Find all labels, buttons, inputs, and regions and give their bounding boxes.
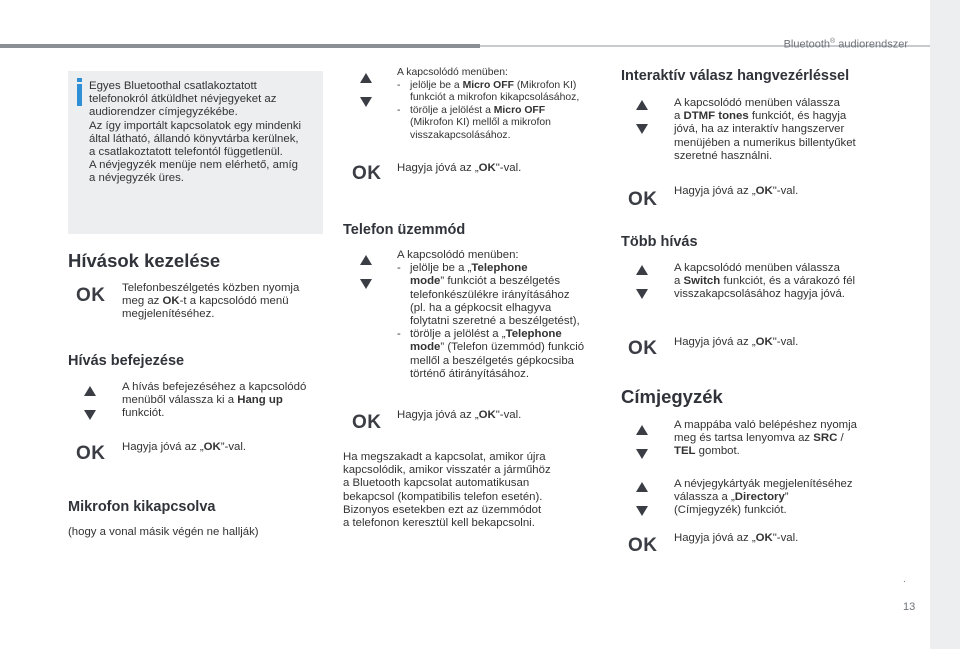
phone-mode-confirm: Hagyja jóvá az „OK"-val. [397, 409, 522, 421]
end-call-instruction: A hívás befejezéséhez a kapcsolódó menüből válassza ki a Hang up funkciót. [122, 381, 307, 420]
ok-button-icon: OK [352, 412, 382, 433]
heading-multiple-calls: Több hívás [621, 234, 698, 250]
header-rule-dark [0, 44, 480, 48]
directory-cards-instruction: A névjegykártyák megjelenítéséhez válassza a „Directory” (Címjegyzék) funkciót. [674, 478, 853, 517]
ok-button-icon: OK [352, 163, 382, 184]
ok-button-icon: OK [628, 338, 658, 359]
ok-button-icon: OK [628, 535, 658, 556]
heading-phone-mode: Telefon üzemmód [343, 222, 466, 238]
heading-mic-off: Mikrofon kikapcsolva [68, 499, 216, 515]
page-marker: . [903, 574, 906, 585]
ok-button-icon: OK [628, 189, 658, 210]
end-call-confirm: Hagyja jóvá az „OK”-val. [122, 441, 247, 453]
heading-call-management: Hívások kezelése [68, 250, 221, 271]
voice-instruction: A kapcsolódó menüben válassza a DTMF tones funkciót, és hagyja jóvá, ha az interaktív hangszerver menüjében a numerikus billentyűket szeretné használni. [674, 97, 856, 162]
multi-call-instruction: A kapcsolódó menüben válassza a Switch funkciót, és a várakozó fél visszakapcsolásához hagyja jóvá. [674, 262, 856, 301]
heading-end-call: Hívás befejezése [68, 353, 185, 369]
page-number: 13 [903, 601, 916, 613]
reconnect-note: Ha megszakadt a kapcsolat, amikor újra kapcsolódik, amikor visszatér a járműhöz a Bluetooth kapcsolat automatikusan bekapcsol (kompatibilis telefon esetén). Bizonyos esetekben ezt az üzemmódot a telefonon keresztül kell bekapcsolni. [343, 451, 551, 530]
multi-call-confirm: Hagyja jóvá az „OK"-val. [674, 336, 799, 348]
heading-interactive-voice: Interaktív válasz hangvezérléssel [621, 68, 850, 84]
ok-button-icon: OK [76, 285, 106, 306]
directory-confirm: Hagyja jóvá az „OK"-val. [674, 532, 799, 544]
heading-directory: Címjegyzék [621, 386, 723, 407]
phone-mode-instruction: A kapcsolódó menüben: - jelölje be a „Telephone mode” funkciót a beszélgetés telefonkészülékre irányításához (pl. ha a gépkocsit elhagyva folytatni szeretné a beszélgetést), - törölje a jelölést a „Telephone mode” (Telefon üzemmód) funkció mellől a beszélgetés gépkocsiba történő átirányításához. [397, 249, 585, 380]
ok-button-icon: OK [76, 443, 106, 464]
calls-instruction: Telefonbeszélgetés közben nyomja meg az OK-t a kapcsolódó menü megjelenítéséhez. [122, 282, 300, 321]
chapter-title: Bluetooth® audiorendszer [783, 38, 908, 51]
side-strip [930, 0, 960, 649]
mic-confirm: Hagyja jóvá az „OK"-val. [397, 162, 522, 174]
info-box [68, 71, 323, 234]
info-text: Egyes Bluetoothal csatlakoztatott telefonokról átküldhet névjegyeket az audiorendzer címjegyzékébe. Az így importált kapcsolatok egy mindenki által látható, állandó könyvtárba kerülnek, a csatlakoztatott telefontól függetlenül. A névjegyzék menüje nem elérhető, amíg a névjegyzék üres. [89, 80, 302, 185]
voice-confirm: Hagyja jóvá az „OK"-val. [674, 185, 799, 197]
mic-instruction: A kapcsolódó menüben: - jelölje be a Micro OFF (Mikrofon KI) funkciót a mikrofon kikapcsolásához, - törölje a jelölést a Micro OFF (Mikrofon KI) mellől a mikrofon visszakapcsolásához. [397, 67, 580, 141]
mic-off-note: (hogy a vonal másik végén ne hallják) [68, 526, 259, 538]
directory-open-instruction: A mappába való belépéshez nyomja meg és tartsa lenyomva az SRC / TEL gombot. [674, 419, 858, 458]
